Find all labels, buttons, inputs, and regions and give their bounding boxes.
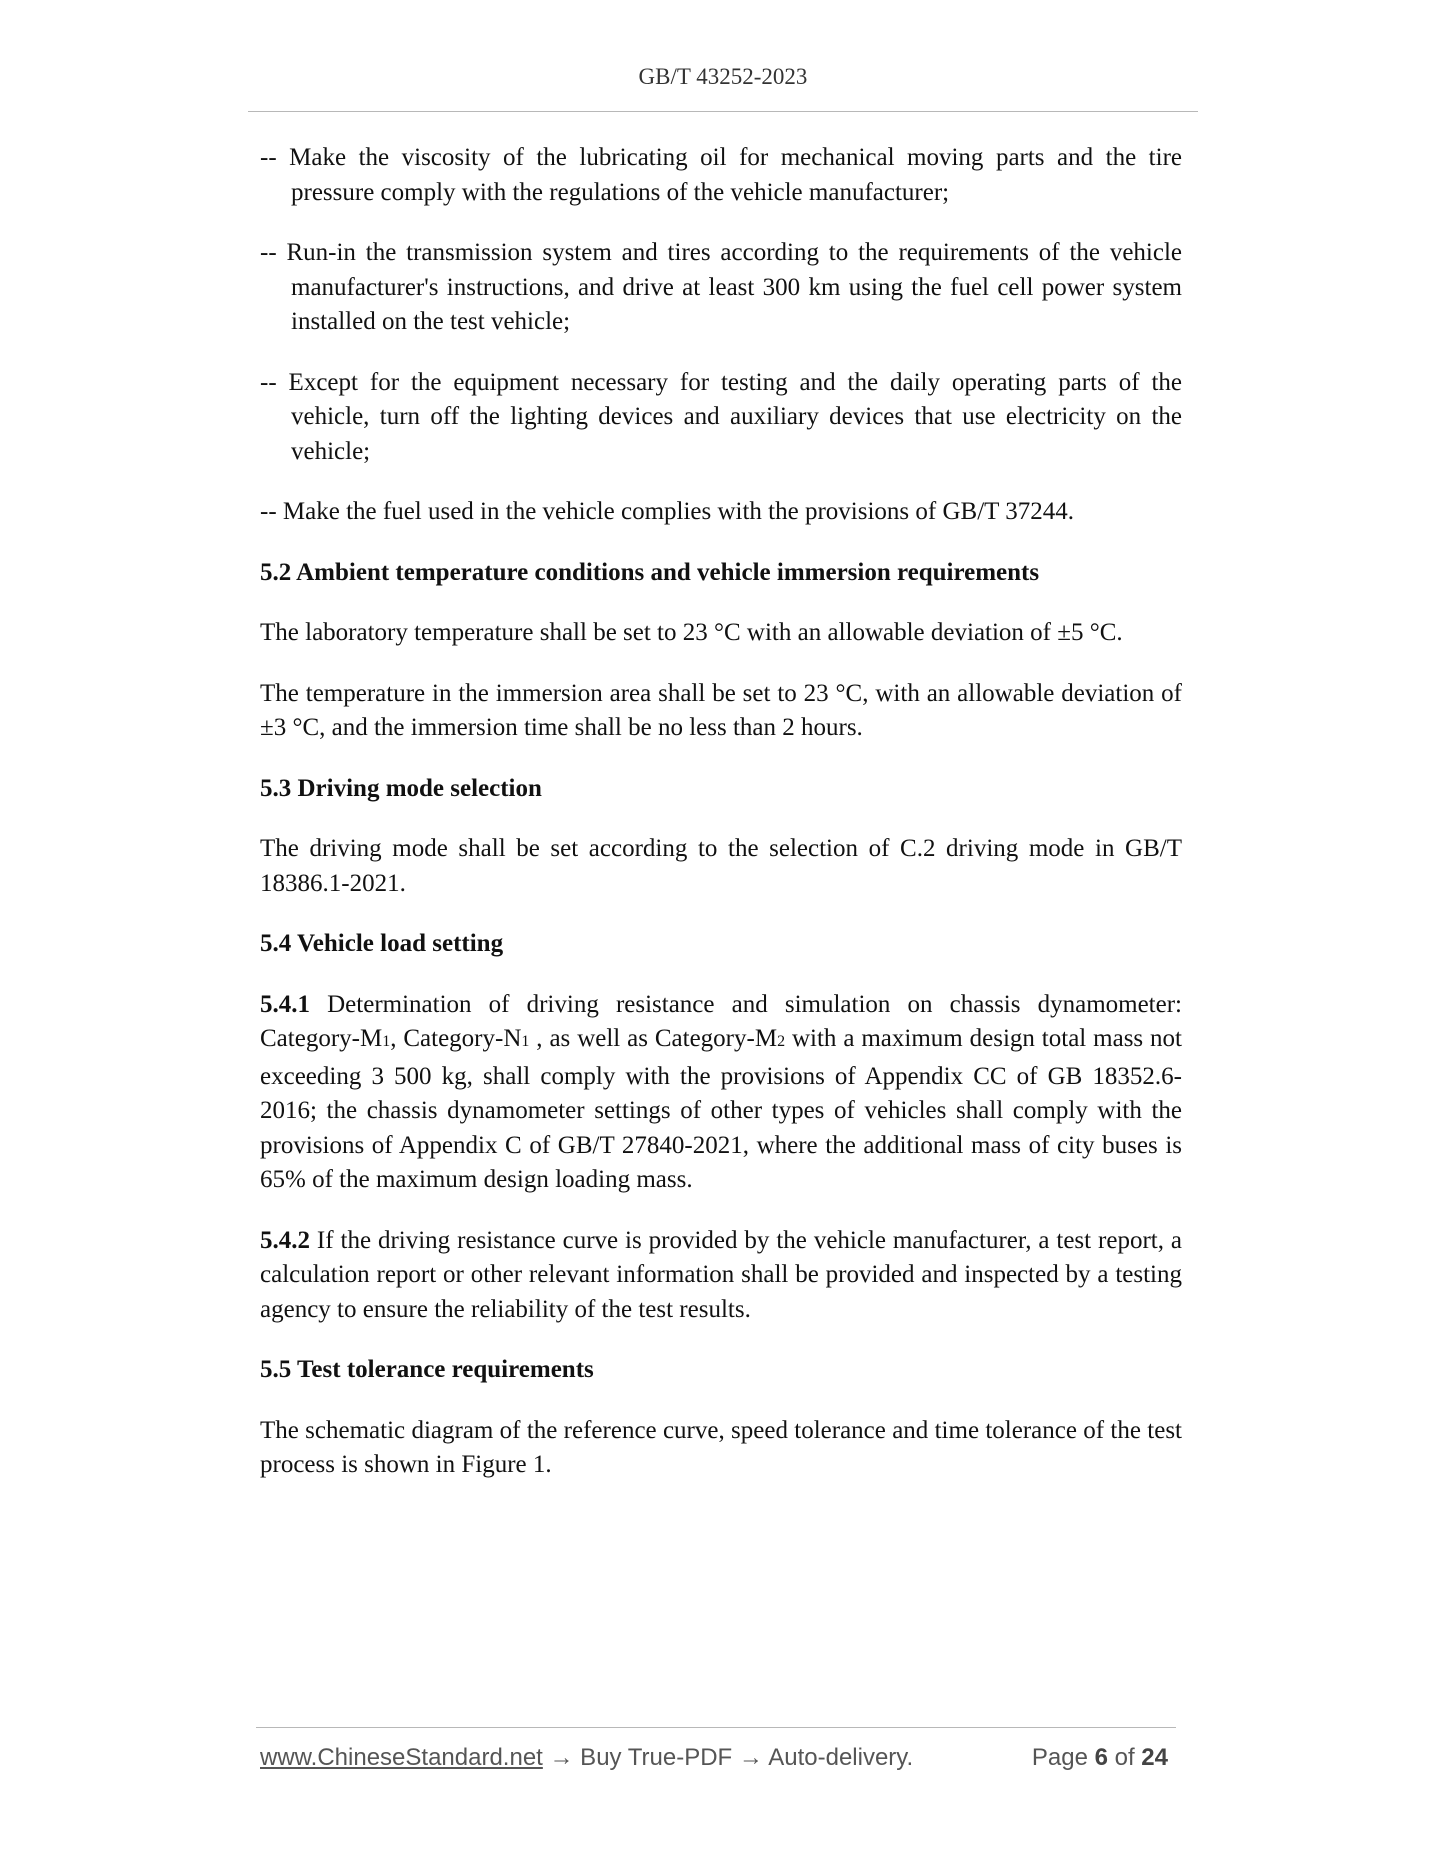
bullet-lighting-devices: -- Except for the equipment necessary for testing and the daily operating parts of the vehicle, turn off the lighting devices and auxiliary devices that use electricity on the vehicle; [260,368,1182,465]
clause-5-4-1-text-c: , as well as Category-M [529,1025,778,1052]
page-content [260,141,1182,1509]
website-link[interactable]: www.ChineseStandard.net [260,1744,543,1771]
subscript-m2: 2 [777,1033,786,1050]
clause-5-4-2-number: 5.4.2 [260,1226,310,1254]
header-divider [248,111,1198,112]
clause-5-4-1 [260,988,1182,1198]
document-code-header: GB/T 43252-2023 [638,64,808,89]
clause-5-4-1-text-b: , Category-N [390,1025,522,1052]
page-label: Page [1031,1744,1095,1771]
page-footer [260,1744,1176,1772]
section-5-2-paragraph-2: The temperature in the immersion area shall be set to 23 °C, with an allowable deviation of ±3 °C, and the immersion time shall be no less than 2 hours. [260,679,1182,741]
footer-promo-text: → Buy True-PDF → Auto-delivery. [542,1744,914,1771]
section-5-3-heading: 5.3 Driving mode selection [260,774,542,802]
page-indicator [1032,1744,1168,1772]
clause-5-4-1-text-d: with a maximum design total mass not exceeding 3 500 kg, shall comply with the provisions of Appendix CC of GB 18352.6-2016; the chassis dynamometer settings of other types of vehicles shall comply with the provisions of Appendix C of GB/T 27840-2021, where the additional mass of city buses is 65% of the maximum design loading mass. [260,1025,1183,1193]
section-5-5-paragraph: The schematic diagram of the reference curve, speed tolerance and time tolerance of the test process is shown in Figure 1. [260,1416,1182,1478]
subscript-n1: 1 [521,1033,530,1050]
page-of-label: of [1107,1744,1142,1771]
bullet-run-in: -- Run-in the transmission system and tires according to the requirements of the vehicle manufacturer's instructions, and drive at least 300 km using the fuel cell power system installed on the test vehicle; [260,239,1182,335]
bullet-fuel: -- Make the fuel used in the vehicle complies with the provisions of GB/T 37244. [260,498,1074,525]
subscript-m1: 1 [382,1033,391,1050]
section-5-4-heading: 5.4 Vehicle load setting [260,930,504,957]
total-pages-number: 24 [1141,1744,1168,1771]
section-5-2-heading: 5.2 Ambient temperature conditions and vehicle immersion requirements [260,558,1040,586]
clause-5-4-2-text: If the driving resistance curve is provided by the vehicle manufacturer, a test report, a calculation report or other relevant information shall be provided and inspected by a testing agency to ensure the reliability of the test results. [260,1226,1182,1323]
section-5-5-heading: 5.5 Test tolerance requirements [260,1356,594,1383]
current-page-number: 6 [1094,1744,1108,1771]
footer-divider [256,1727,1176,1728]
bullet-lubricating-oil: -- Make the viscosity of the lubricating oil for mechanical moving parts and the tire pressure comply with the regulations of the vehicle manufacturer; [260,144,1182,206]
clause-5-4-1-text-a: Determination of driving resistance and simulation on chassis dynamometer: Category-M [260,990,1182,1052]
clause-5-4-2 [260,1224,1182,1328]
section-5-2-paragraph-1: The laboratory temperature shall be set to 23 °C with an allowable deviation of ±5 °C. [260,619,1123,646]
clause-5-4-1-number: 5.4.1 [260,990,310,1018]
section-5-3-paragraph: The driving mode shall be set according to the selection of C.2 driving mode in GB/T 18386.1-2021. [260,835,1182,897]
